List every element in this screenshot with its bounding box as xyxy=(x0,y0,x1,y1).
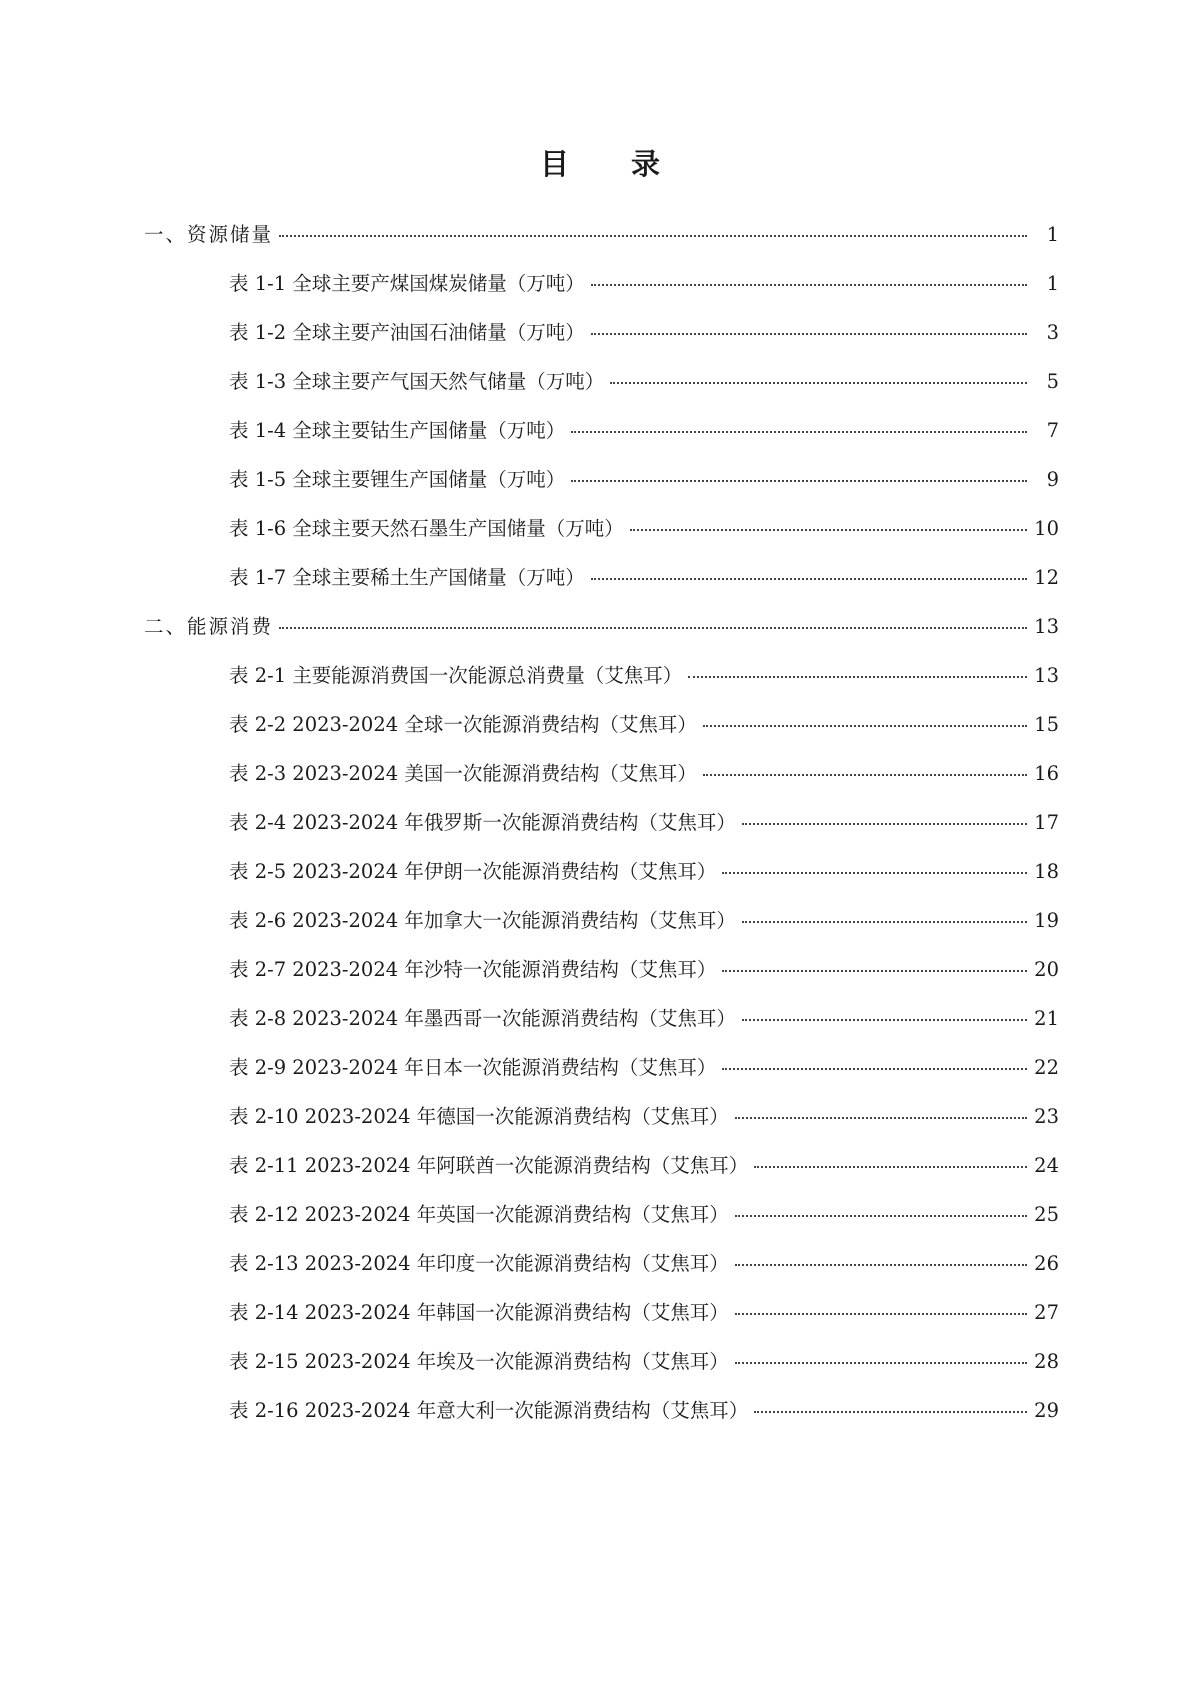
page-number: 20 xyxy=(1034,958,1059,981)
entry-label: 表 2-1 主要能源消费国一次能源总消费量（艾焦耳） xyxy=(229,664,683,687)
page-number: 3 xyxy=(1046,321,1059,344)
page-title: 目 录 xyxy=(539,147,687,181)
page-number: 15 xyxy=(1034,713,1059,736)
page-number: 16 xyxy=(1034,762,1059,785)
page-number: 29 xyxy=(1034,1399,1059,1422)
toc-entry[interactable] xyxy=(0,268,1200,298)
page-number: 13 xyxy=(1034,615,1059,638)
page-number: 17 xyxy=(1034,811,1059,834)
dot-leader xyxy=(571,480,1027,482)
page-number: 9 xyxy=(1046,468,1059,491)
toc-entry[interactable] xyxy=(0,1101,1200,1131)
page-number: 26 xyxy=(1034,1252,1059,1275)
section-title: 二、能源消费 xyxy=(144,615,274,638)
entry-label: 表 1-6 全球主要天然石墨生产国储量（万吨） xyxy=(229,517,624,540)
page-number: 28 xyxy=(1034,1350,1059,1373)
entry-label: 表 1-4 全球主要钴生产国储量（万吨） xyxy=(229,419,566,442)
page-number: 13 xyxy=(1034,664,1059,687)
page-number: 18 xyxy=(1034,860,1059,883)
entry-label: 表 2-7 2023-2024 年沙特一次能源消费结构（艾焦耳） xyxy=(229,958,717,981)
toc-entry[interactable] xyxy=(0,709,1200,739)
entry-label: 表 2-8 2023-2024 年墨西哥一次能源消费结构（艾焦耳） xyxy=(229,1007,736,1030)
dot-leader xyxy=(735,1313,1027,1315)
dot-leader xyxy=(735,1362,1027,1364)
toc-entry[interactable] xyxy=(0,464,1200,494)
dot-leader xyxy=(591,333,1027,335)
entry-label: 表 2-10 2023-2024 年德国一次能源消费结构（艾焦耳） xyxy=(229,1105,729,1128)
toc-entry[interactable] xyxy=(0,1150,1200,1180)
page-number: 27 xyxy=(1034,1301,1059,1324)
entry-label: 表 2-16 2023-2024 年意大利一次能源消费结构（艾焦耳） xyxy=(229,1399,749,1422)
page-number: 24 xyxy=(1034,1154,1059,1177)
toc-entry[interactable] xyxy=(0,807,1200,837)
dot-leader xyxy=(703,725,1027,727)
toc-section-heading[interactable] xyxy=(0,219,1200,249)
dot-leader xyxy=(754,1411,1027,1413)
section-title: 一、资源储量 xyxy=(144,223,274,246)
entry-label: 表 2-12 2023-2024 年英国一次能源消费结构（艾焦耳） xyxy=(229,1203,729,1226)
entry-label: 表 2-11 2023-2024 年阿联酋一次能源消费结构（艾焦耳） xyxy=(229,1154,749,1177)
dot-leader xyxy=(688,676,1027,678)
dot-leader xyxy=(742,823,1027,825)
dot-leader xyxy=(703,774,1027,776)
toc-entry[interactable] xyxy=(0,1199,1200,1229)
page-number: 22 xyxy=(1034,1056,1059,1079)
dot-leader xyxy=(722,970,1027,972)
dot-leader xyxy=(722,1068,1027,1070)
entry-label: 表 1-7 全球主要稀土生产国储量（万吨） xyxy=(229,566,585,589)
page-number: 23 xyxy=(1034,1105,1059,1128)
toc-entry[interactable] xyxy=(0,415,1200,445)
entry-label: 表 2-6 2023-2024 年加拿大一次能源消费结构（艾焦耳） xyxy=(229,909,736,932)
dot-leader xyxy=(754,1166,1027,1168)
page-number: 7 xyxy=(1046,419,1059,442)
entry-label: 表 1-5 全球主要锂生产国储量（万吨） xyxy=(229,468,566,491)
toc-entry[interactable] xyxy=(0,856,1200,886)
toc-entry[interactable] xyxy=(0,1395,1200,1425)
toc-entry[interactable] xyxy=(0,954,1200,984)
dot-leader xyxy=(735,1215,1027,1217)
toc-entry[interactable] xyxy=(0,1248,1200,1278)
dot-leader xyxy=(591,578,1027,580)
toc-entry[interactable] xyxy=(0,513,1200,543)
toc-entry[interactable] xyxy=(0,905,1200,935)
toc-entry[interactable] xyxy=(0,1297,1200,1327)
page-number: 5 xyxy=(1046,370,1059,393)
entry-label: 表 2-9 2023-2024 年日本一次能源消费结构（艾焦耳） xyxy=(229,1056,717,1079)
dot-leader xyxy=(279,627,1027,629)
dot-leader xyxy=(591,284,1027,286)
toc-section-heading[interactable] xyxy=(0,611,1200,641)
toc-entry[interactable] xyxy=(0,366,1200,396)
page-number: 1 xyxy=(1046,223,1059,246)
dot-leader xyxy=(722,872,1027,874)
toc-entry[interactable] xyxy=(0,562,1200,592)
toc-entry[interactable] xyxy=(0,317,1200,347)
page-number: 1 xyxy=(1046,272,1059,295)
entry-label: 表 2-14 2023-2024 年韩国一次能源消费结构（艾焦耳） xyxy=(229,1301,729,1324)
dot-leader xyxy=(610,382,1027,384)
toc-entry[interactable] xyxy=(0,1052,1200,1082)
entry-label: 表 2-4 2023-2024 年俄罗斯一次能源消费结构（艾焦耳） xyxy=(229,811,736,834)
entry-label: 表 1-2 全球主要产油国石油储量（万吨） xyxy=(229,321,585,344)
entry-label: 表 2-15 2023-2024 年埃及一次能源消费结构（艾焦耳） xyxy=(229,1350,729,1373)
entry-label: 表 1-3 全球主要产气国天然气储量（万吨） xyxy=(229,370,605,393)
entry-label: 表 2-13 2023-2024 年印度一次能源消费结构（艾焦耳） xyxy=(229,1252,729,1275)
toc-entry[interactable] xyxy=(0,1003,1200,1033)
entry-label: 表 2-5 2023-2024 年伊朗一次能源消费结构（艾焦耳） xyxy=(229,860,717,883)
dot-leader xyxy=(742,1019,1027,1021)
page-number: 10 xyxy=(1034,517,1059,540)
dot-leader xyxy=(279,235,1027,237)
entry-label: 表 2-2 2023-2024 全球一次能源消费结构（艾焦耳） xyxy=(229,713,697,736)
page-number: 12 xyxy=(1034,566,1059,589)
dot-leader xyxy=(630,529,1027,531)
page-number: 25 xyxy=(1034,1203,1059,1226)
entry-label: 表 1-1 全球主要产煤国煤炭储量（万吨） xyxy=(229,272,585,295)
page-number: 21 xyxy=(1034,1007,1059,1030)
dot-leader xyxy=(735,1117,1027,1119)
dot-leader xyxy=(742,921,1027,923)
dot-leader xyxy=(571,431,1027,433)
toc-entry[interactable] xyxy=(0,758,1200,788)
dot-leader xyxy=(735,1264,1027,1266)
page-number: 19 xyxy=(1034,909,1059,932)
toc-entry[interactable] xyxy=(0,1346,1200,1376)
toc-entry[interactable] xyxy=(0,660,1200,690)
entry-label: 表 2-3 2023-2024 美国一次能源消费结构（艾焦耳） xyxy=(229,762,697,785)
